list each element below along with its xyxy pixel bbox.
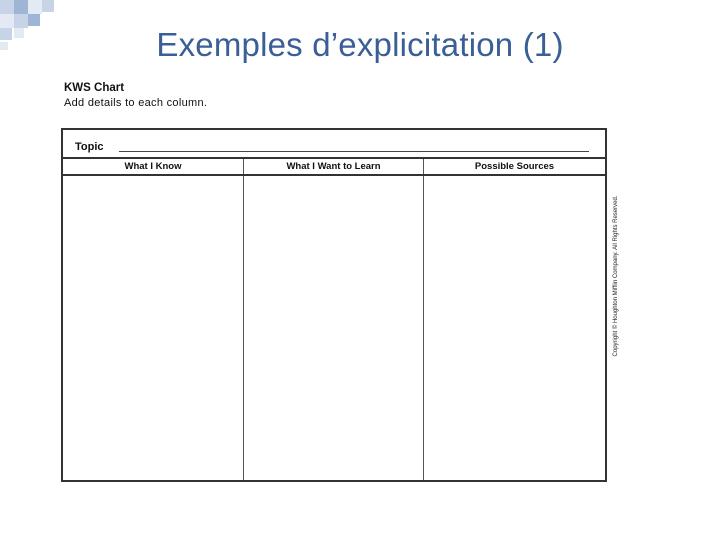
kws-chart-table	[61, 128, 607, 482]
column-cell-sources	[424, 176, 605, 480]
chart-instructions: Add details to each column.	[64, 97, 208, 109]
column-header-know: What I Know	[63, 159, 244, 174]
column-header-row	[63, 157, 605, 176]
column-cell-know	[63, 176, 244, 480]
topic-row	[63, 130, 605, 157]
topic-fill-line	[119, 151, 589, 152]
column-body-row	[63, 176, 605, 480]
column-header-want-to-learn: What I Want to Learn	[244, 159, 424, 174]
slide-title: Exemples d’explicitation (1)	[156, 26, 564, 63]
column-cell-want-to-learn	[244, 176, 424, 480]
topic-label: Topic	[75, 141, 104, 153]
chart-title: KWS Chart	[64, 82, 125, 94]
column-header-sources: Possible Sources	[474, 161, 555, 172]
copyright-text: Copyright © Houghton Mifflin Company. All Rights Reserved.	[613, 195, 619, 357]
